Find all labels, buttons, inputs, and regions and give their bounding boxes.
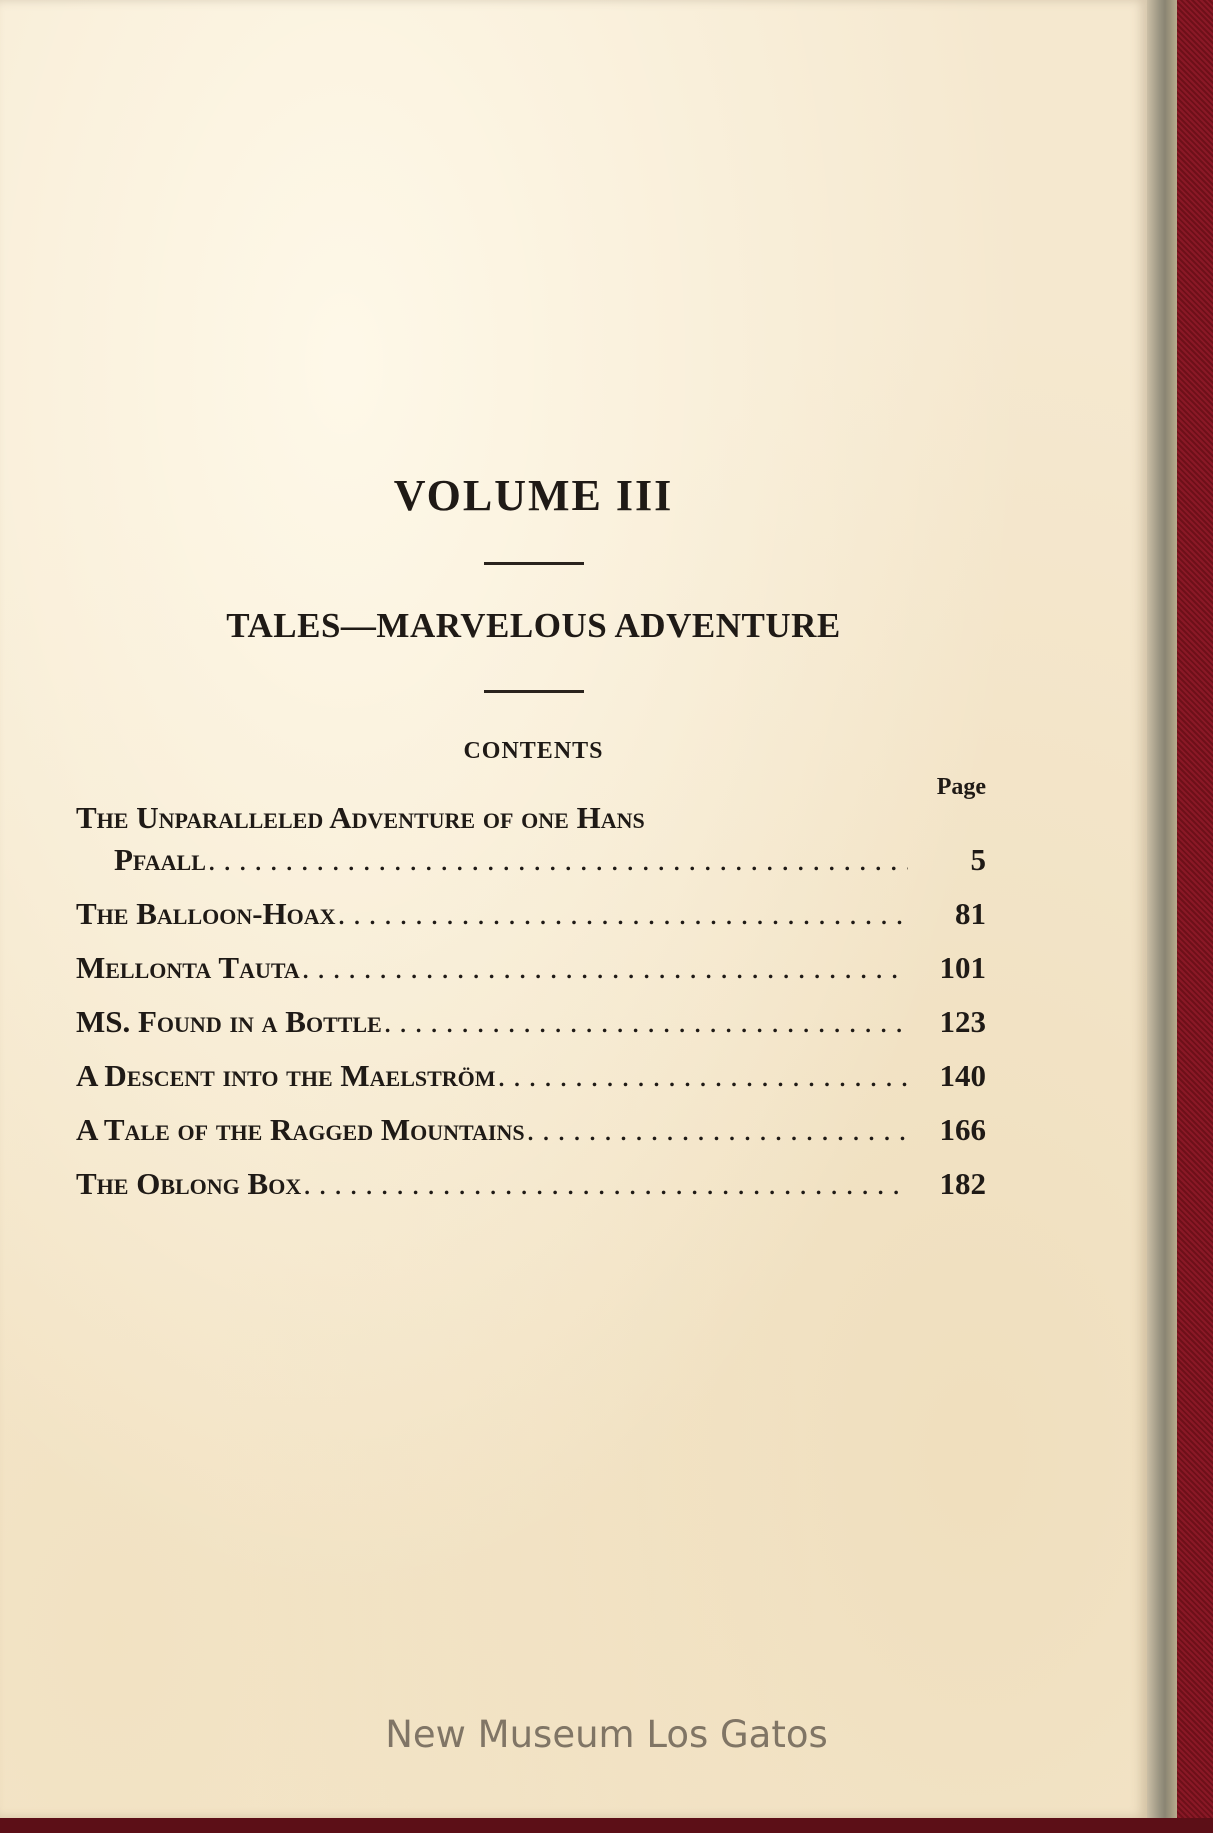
dot-leader <box>527 1112 908 1148</box>
table-of-contents <box>76 800 986 1220</box>
page-block-edge <box>1147 0 1177 1818</box>
page-column-label: Page <box>936 774 986 800</box>
dot-leader <box>303 1166 908 1202</box>
book-cover-edge <box>1177 0 1213 1833</box>
toc-entry-page: 140 <box>939 1058 986 1093</box>
toc-entry <box>76 1058 986 1112</box>
toc-entry <box>76 800 986 896</box>
volume-title: VOLUME III <box>393 471 674 520</box>
toc-entry-page: 182 <box>939 1166 986 1201</box>
dot-leader <box>302 950 908 986</box>
toc-entry-title: MS. Found in a Bottle <box>76 1004 382 1039</box>
toc-entry <box>76 950 986 1004</box>
dot-leader <box>338 896 908 932</box>
divider-rule <box>484 562 584 565</box>
toc-entry-page: 101 <box>939 950 986 985</box>
toc-entry-page: 123 <box>939 1004 986 1039</box>
contents-heading: CONTENTS <box>463 738 604 764</box>
toc-entry-page: 166 <box>939 1112 986 1147</box>
toc-entry-title: A Tale of the Ragged Mountains <box>76 1112 525 1147</box>
book-bottom-edge <box>0 1818 1213 1833</box>
toc-entry-title: The Unparalleled Adventure of one Hans <box>76 800 645 835</box>
watermark: New Museum Los Gatos <box>385 1713 828 1756</box>
toc-entry-title: Mellonta Tauta <box>76 950 300 985</box>
section-title: TALES—MARVELOUS ADVENTURE <box>226 606 841 645</box>
toc-entry-title: A Descent into the Maelström <box>76 1058 496 1093</box>
toc-entry-page: 81 <box>955 896 986 931</box>
toc-entry <box>76 1004 986 1058</box>
dot-leader <box>208 842 908 878</box>
toc-entry-title: The Oblong Box <box>76 1166 302 1201</box>
toc-entry <box>76 1112 986 1166</box>
toc-entry <box>76 896 986 950</box>
toc-entry-title-continued: Pfaall <box>114 842 206 877</box>
dot-leader <box>384 1004 908 1040</box>
toc-entry <box>76 1166 986 1220</box>
toc-entry-title: The Balloon-Hoax <box>76 896 336 931</box>
divider-rule <box>484 690 584 693</box>
toc-entry-page: 5 <box>970 842 986 877</box>
dot-leader <box>498 1058 908 1094</box>
